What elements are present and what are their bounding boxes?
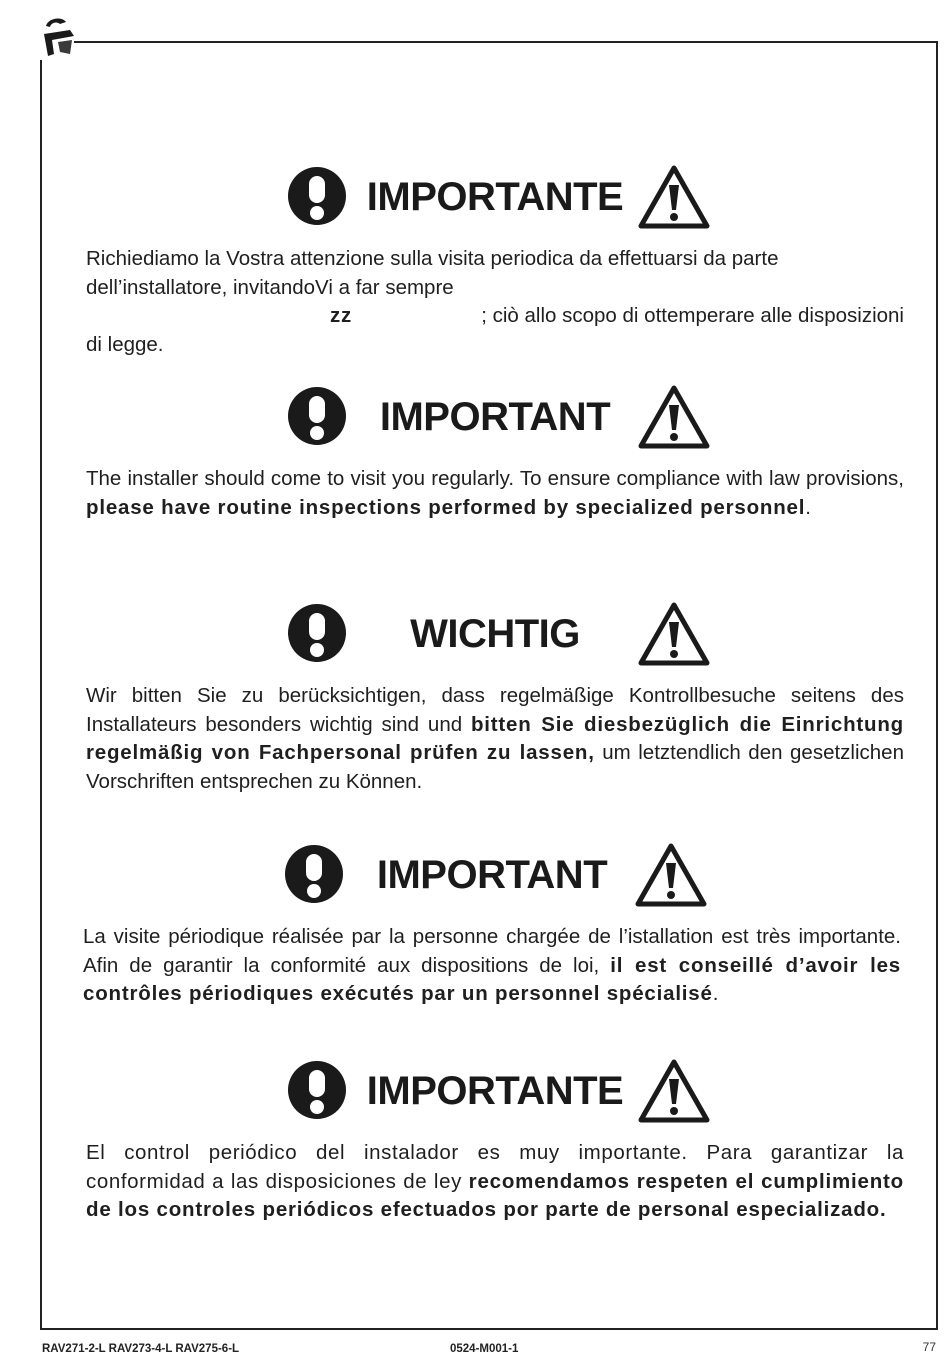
heading-row <box>86 602 904 666</box>
footer-code: 0524-M001-1 <box>450 1343 519 1355</box>
section-spanish <box>86 1059 904 1225</box>
warning-triangle-icon <box>638 385 710 449</box>
body-text-span: . <box>805 495 811 519</box>
section-heading: WICHTIG <box>410 612 580 656</box>
frame-bottom-border <box>40 1328 938 1330</box>
warning-triangle-icon <box>638 602 710 666</box>
heading-row <box>86 385 904 449</box>
body-text-span: El control periódico del instalador es muy importante. Para garantizar la conformidad a las disposiciones de ley <box>86 1141 904 1193</box>
heading-row <box>86 1059 904 1123</box>
section-body <box>83 923 901 1009</box>
body-line: dell’installatore, invitandoVi a far sempre <box>86 275 454 299</box>
body-bold-text: il est conseillé d’avoir les contrôles périodiques exécutés par un personnel spécialisé <box>83 953 901 1005</box>
frame-left-border <box>40 60 42 1330</box>
section-french <box>83 843 901 1009</box>
warning-triangle-icon <box>635 843 707 907</box>
section-body <box>86 1139 904 1225</box>
section-heading: IMPORTANTE <box>366 175 624 219</box>
frame-top-border <box>74 41 938 43</box>
body-text-span: . <box>712 982 719 1005</box>
warning-triangle-icon <box>638 165 710 229</box>
frame-right-border <box>936 41 938 1330</box>
footer-models: RAV271-2-L RAV273-4-L RAV275-6-L <box>42 1343 240 1355</box>
section-body <box>86 465 904 522</box>
body-text-span: ; ciò allo scopo di ottemperare alle disposizioni <box>481 304 904 327</box>
brand-logo-icon <box>40 14 78 58</box>
body-line: Richiediamo la Vostra attenzione sulla visita periodica da effettuarsi da parte <box>86 247 779 270</box>
section-body <box>86 682 904 796</box>
body-text-span: um letztendlich den gesetzlichen Vorschriften entsprechen zu Können. <box>86 741 904 793</box>
body-line: di legge. <box>86 332 164 356</box>
body-text-span: La visite périodique réalisée par la personne chargée de l’istallation est très importante. Afin de garantir la conformité aux dispositions de loi, <box>83 925 901 977</box>
body-bold-text: recomendamos respeten el cumplimiento de los controles periódicos efectuados por parte de personal especializado. <box>86 1169 904 1221</box>
body-bold-text: bitten Sie diesbezüglich die Einrichtung regelmäßig von Fachpersonal prüfen zu lassen, <box>86 712 904 764</box>
heading-row <box>86 165 904 229</box>
section-english <box>86 385 904 522</box>
section-heading: IMPORTANTE <box>366 1069 624 1113</box>
section-heading: IMPORTANT <box>376 853 608 897</box>
body-text-span: Wir bitten Sie zu berücksichtigen, dass regelmäßige Kontrollbesuche seitens des Installateurs besonders wichtig sind und <box>86 684 904 736</box>
section-german <box>86 602 904 796</box>
page-number: 77 <box>922 1340 936 1354</box>
section-body <box>86 245 904 359</box>
section-italian <box>86 165 904 359</box>
body-text-span: The installer should come to visit you regularly. To ensure compliance with law provisions, <box>86 467 904 490</box>
body-bold-text: zz <box>330 304 353 327</box>
section-heading: IMPORTANT <box>379 395 611 439</box>
body-bold-text: please have routine inspections performed by specialized personnel <box>86 495 806 519</box>
body-line <box>86 302 904 331</box>
heading-row <box>83 843 901 907</box>
warning-triangle-icon <box>638 1059 710 1123</box>
